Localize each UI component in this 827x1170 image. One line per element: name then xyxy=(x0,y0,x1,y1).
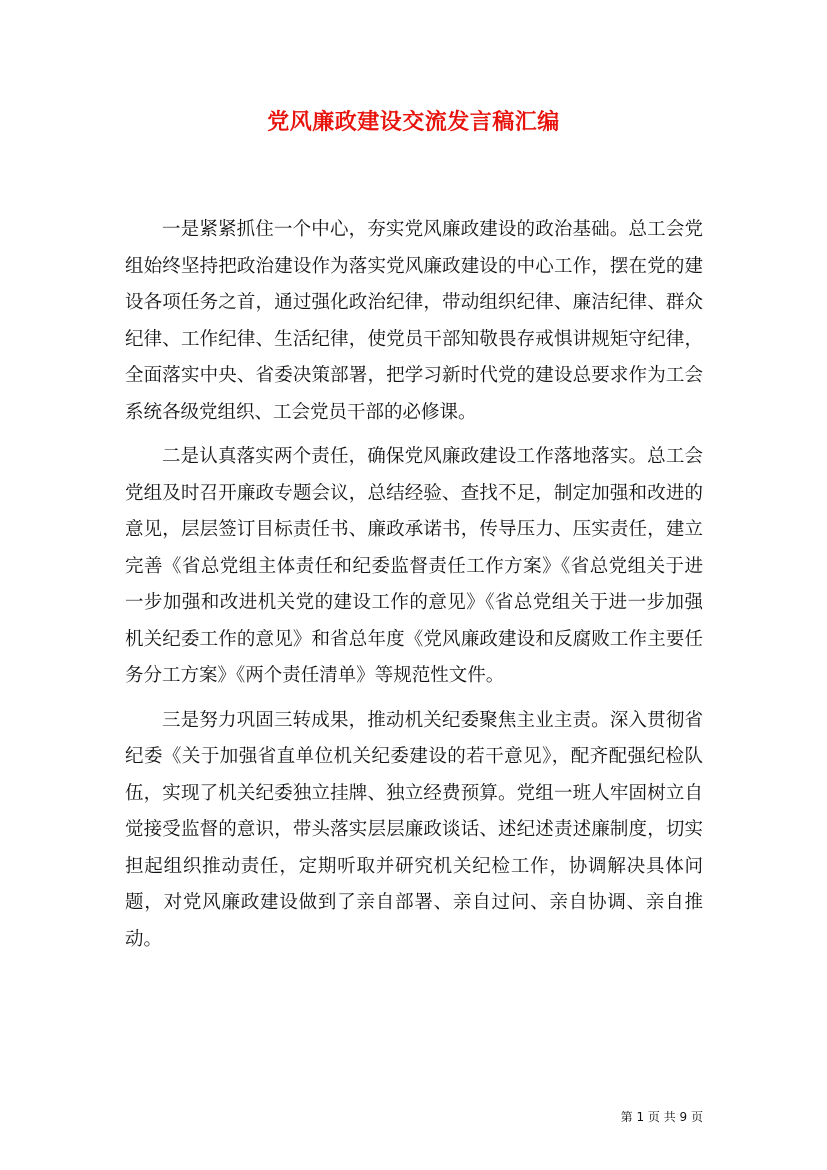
page-number: 第 1 页 共 9 页 xyxy=(620,1110,703,1124)
document-title: 党风廉政建设交流发言稿汇编 xyxy=(267,109,560,135)
paragraph-1: 一是紧紧抓住一个中心，夯实党风廉政建设的政治基础。总工会党组始终坚持把政治建设作为落实党风廉政建设的中心工作，摆在党的建设各项任务之首，通过强化政治纪律，带动组织纪律、廉洁纪律、群众纪律、工作纪律、生活纪律，使党员干部知敬畏存戒惧讲规矩守纪律，全面落实中央、省委决策部署，把学习新时代党的建设总要求作为工会系统各级党组织、工会党员干部的必修课。 xyxy=(125,219,703,423)
paragraph-2: 二是认真落实两个责任，确保党风廉政建设工作落地落实。总工会党组及时召开廉政专题会议，总结经验、查找不足，制定加强和改进的意见，层层签订目标责任书、廉政承诺书，传导压力、压实责任，建立完善《省总党组主体责任和纪委监督责任工作方案》《省总党组关于进一步加强和改进机关党的建设工作的意见》《省总党组关于进一步加强机关纪委工作的意见》和省总年度《党风廉政建设和反腐败工作主要任务分工方案》《两个责任清单》等规范性文件。 xyxy=(125,446,703,686)
paragraph-3: 三是努力巩固三转成果，推动机关纪委聚焦主业主责。深入贯彻省纪委《关于加强省直单位机关纪委建设的若干意见》，配齐配强纪检队伍，实现了机关纪委独立挂牌、独立经费预算。党组一班人牢固树立自觉接受监督的意识，带头落实层层廉政谈话、述纪述责述廉制度，切实担起组织推动责任，定期听取并研究机关纪检工作，协调解决具体问题，对党风廉政建设做到了亲自部署、亲自过问、亲自协调、亲自推动。 xyxy=(125,709,703,950)
document-body xyxy=(125,212,703,966)
